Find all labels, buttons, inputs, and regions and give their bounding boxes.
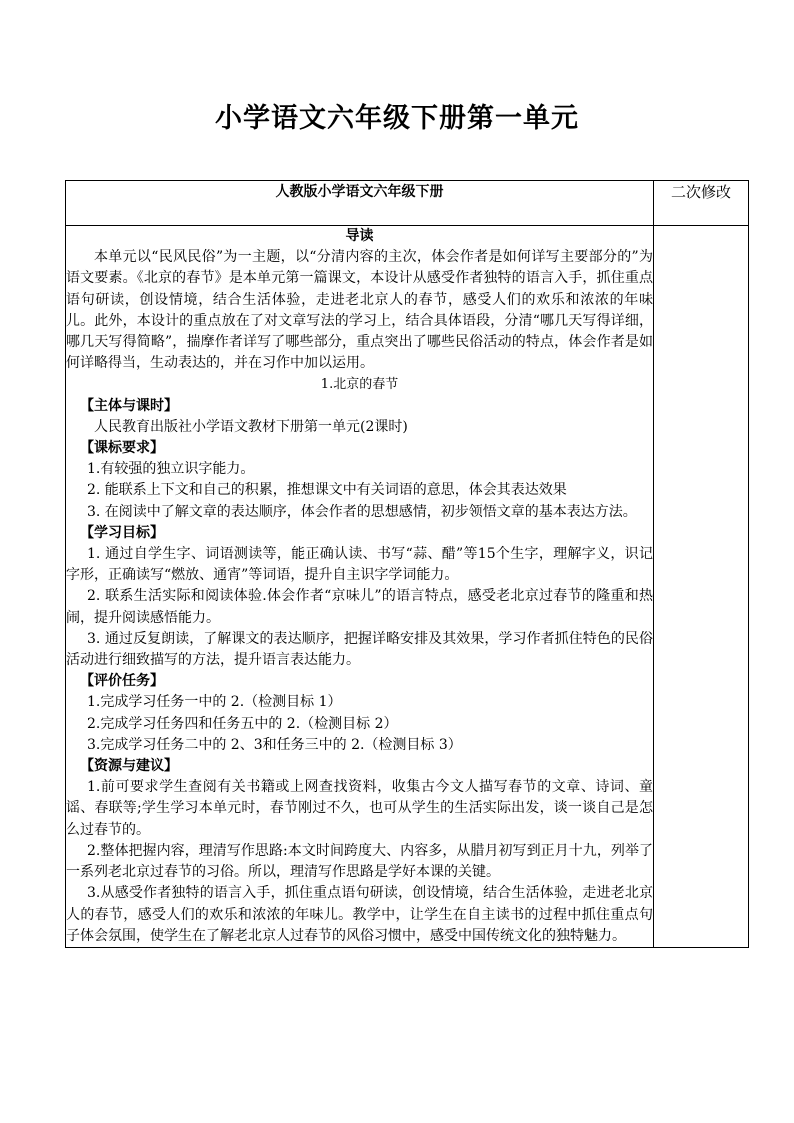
standards-line-2: 2. 能联系上下文和自己的积累，推想课文中有关词语的意思，体会其表达效果 <box>87 482 567 499</box>
intro-heading: 导读 <box>345 228 374 244</box>
header-revision-cell: 二次修改 <box>654 181 749 226</box>
resources-line-3: 3.从感受作者独特的语言入手，抓住重点语句研读，创设情境，结合生活体验，走进老北京人的春节，感受人们的欢乐和浓浓的年味儿。教学中，让学生在自主读书的过程中抓住重点句子体会氛围，使学生在了解老北京人过春节的风俗习惯中，感受中国传统文化的独特魅力。 <box>66 885 653 944</box>
standards-line-3: 3. 在阅读中了解文章的表达顺序，体会作者的思想感情，初步领悟文章的基本表达方法。 <box>87 503 637 520</box>
resources-line-1: 1.前可要求学生查阅有关书籍或上网查找资料，收集古今文人描写春节的文章、诗词、童谣、春联等;学生学习本单元时，春节刚过不久，也可从学生的生活实际出发，谈一谈自己是怎么过春节的。 <box>66 779 653 838</box>
intro-text: 本单元以“民风民俗”为一主题，以“分清内容的主次，体会作者是如何详写主要部分的”为语文要素。《北京的春节》是本单元第一篇课文，本设计从感受作者独特的语言入手，抓住重点语句研读，创设情境，结合生活体验，走进老北京人的春节，感受人们的欢乐和浓浓的年味儿。此外，本设计的重点放在了对文章写法的学习上，结合具体语段，分清“哪几天写得详细，哪几天写得简略”，揣摩作者详写了哪些部分，重点突出了哪些民俗活动的特点，体会作者是如何详略得当，生动表达的，并在习作中加以运用。 <box>66 249 653 372</box>
evaluation-line-3: 3.完成学习任务二中的 2、3和任务三中的 2.（检测目标 3） <box>87 736 462 753</box>
header-main-cell: 人教版小学语文六年级下册 <box>66 181 654 226</box>
resources-line-2: 2.整体把握内容，理清写作思路:本文时间跨度大、内容多，从腊月初写到正月十九，列举了一系列老北京过春节的习俗。所以，理清写作思路是学好本课的关键。 <box>66 842 653 881</box>
evaluation-line-2: 2.完成学习任务四和任务五中的 2.（检测目标 2） <box>87 715 398 732</box>
subject-line: 人民教育出版社小学语文教材下册第一单元(2课时) <box>94 418 408 435</box>
evaluation-line-1: 1.完成学习任务一中的 2.（检测目标 1） <box>87 694 342 711</box>
revision-notes-cell <box>654 226 749 948</box>
lesson-plan-table <box>65 180 749 948</box>
section-heading-standards: 【课标要求】 <box>80 440 164 457</box>
standards-line-1: 1.有较强的独立识字能力。 <box>87 461 255 478</box>
goals-line-1: 1. 通过自学生字、词语测读等，能正确认读、书写“蒜、醋”等15个生字，理解字义，识记字形，正确读写“燃放、通宵”等词语，提升自主识字学词能力。 <box>66 546 653 584</box>
section-heading-goals: 【学习目标】 <box>80 524 164 541</box>
content-cell <box>66 226 654 948</box>
document-title: 小学语文六年级下册第一单元 <box>215 103 579 134</box>
lesson-title: 1.北京的春节 <box>320 377 399 393</box>
goals-line-3: 3. 通过反复朗读，了解课文的表达顺序，把握详略安排及其效果，学习作者抓住特色的民俗活动进行细致描写的方法，提升语言表达能力。 <box>66 630 653 669</box>
table-header-row <box>66 181 749 226</box>
section-heading-resources: 【资源与建议】 <box>80 758 178 775</box>
content-row <box>66 226 749 948</box>
section-heading-evaluation: 【评价任务】 <box>80 673 164 690</box>
section-heading-subject: 【主体与课时】 <box>80 397 178 414</box>
goals-line-2: 2. 联系生活实际和阅读体验.体会作者“京味儿”的语言特点，感受老北京过春节的隆重和热闹，提升阅读感悟能力。 <box>66 588 653 626</box>
